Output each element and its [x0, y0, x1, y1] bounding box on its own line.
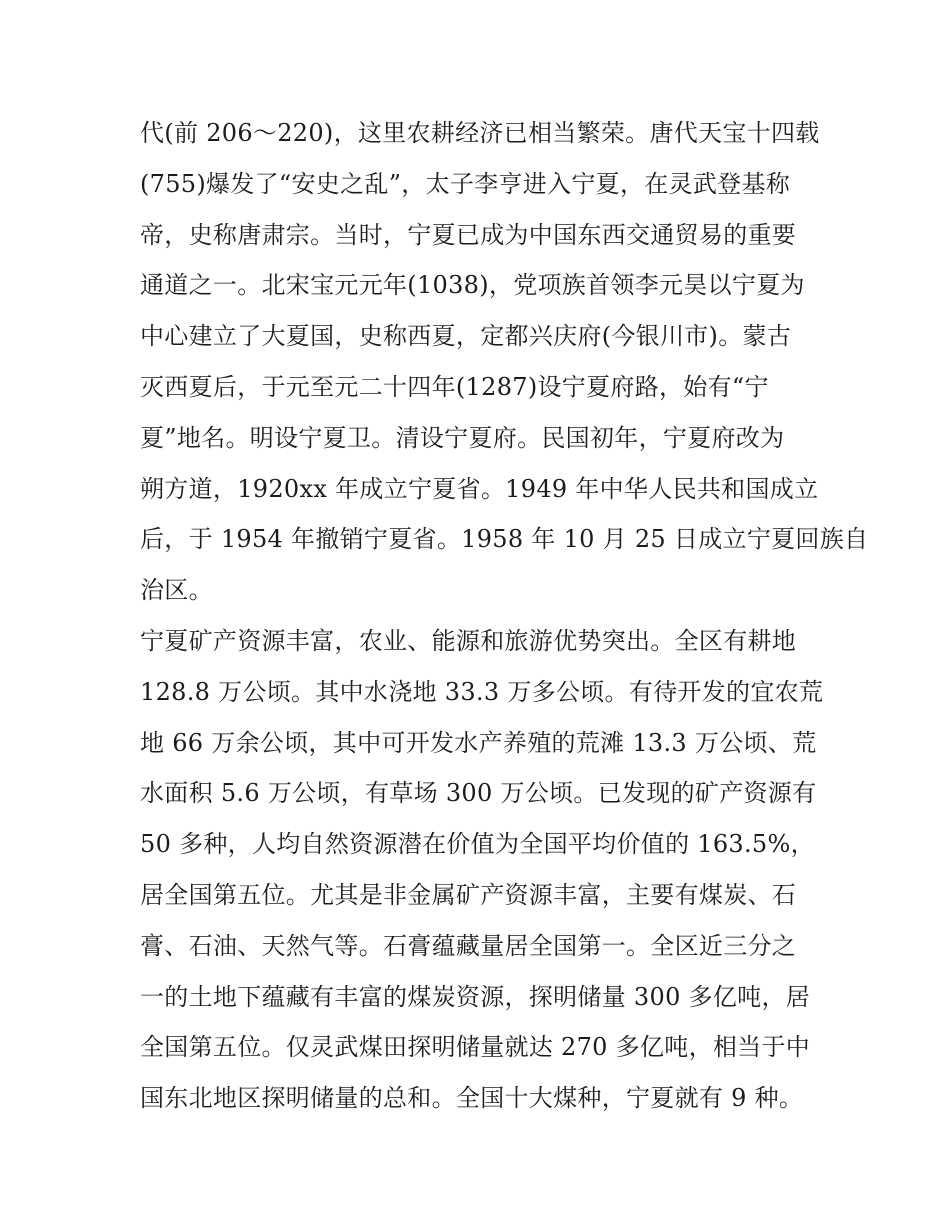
- text-line: 夏”地名。明设宁夏卫。清设宁夏府。民国初年，宁夏府改为: [140, 423, 785, 452]
- text-line: 一的土地下蕴藏有丰富的煤炭资源，探明储量 300 多亿吨，居: [140, 982, 811, 1011]
- body-text: [140, 108, 869, 1124]
- text-line: 居全国第五位。尤其是非金属矿产资源丰富，主要有煤炭、石: [140, 880, 797, 909]
- text-line: 朔方道，1920xx 年成立宁夏省。1949 年中华人民共和国成立: [140, 474, 819, 503]
- text-line: 代(前 206～220)，这里农耕经济已相当繁荣。唐代天宝十四载: [140, 119, 820, 147]
- text-line: 国东北地区探明储量的总和。全国十大煤种，宁夏就有 9 种。: [140, 1084, 804, 1113]
- text-line: 宁夏矿产资源丰富，农业、能源和旅游优势突出。全区有耕地: [140, 626, 797, 655]
- text-line: 地 66 万余公顷，其中可开发水产养殖的荒滩 13.3 万公顷、荒: [140, 728, 817, 757]
- text-line: (755)爆发了“安史之乱”，太子李亨进入宁夏，在灵武登基称: [140, 169, 791, 198]
- text-line: 中心建立了大夏国，史称西夏，定都兴庆府(今银川市)。蒙古: [140, 322, 792, 351]
- text-line: 治区。: [140, 576, 213, 605]
- text-line: 水面积 5.6 万公顷，有草场 300 万公顷。已发现的矿产资源有: [140, 779, 817, 808]
- text-line: 128.8 万公顷。其中水浇地 33.3 万多公顷。有待开发的宜农荒: [140, 677, 824, 706]
- text-line: 50 多种，人均自然资源潜在价值为全国平均价值的 163.5%，: [140, 830, 815, 859]
- text-line: 膏、石油、天然气等。石膏蕴藏量居全国第一。全区近三分之: [140, 931, 797, 960]
- text-line: 帝，史称唐肃宗。当时，宁夏已成为中国东西交通贸易的重要: [140, 220, 797, 249]
- text-line: 全国第五位。仅灵武煤田探明储量就达 270 多亿吨，相当于中: [140, 1033, 811, 1062]
- text-line: 后，于 1954 年撤销宁夏省。1958 年 10 月 25 日成立宁夏回族自: [140, 525, 869, 554]
- text-line: 通道之一。北宋宝元元年(1038)，党项族首领李元昊以宁夏为: [140, 271, 805, 300]
- text-line: 灭西夏后，于元至元二十四年(1287)设宁夏府路，始有“宁: [140, 372, 769, 401]
